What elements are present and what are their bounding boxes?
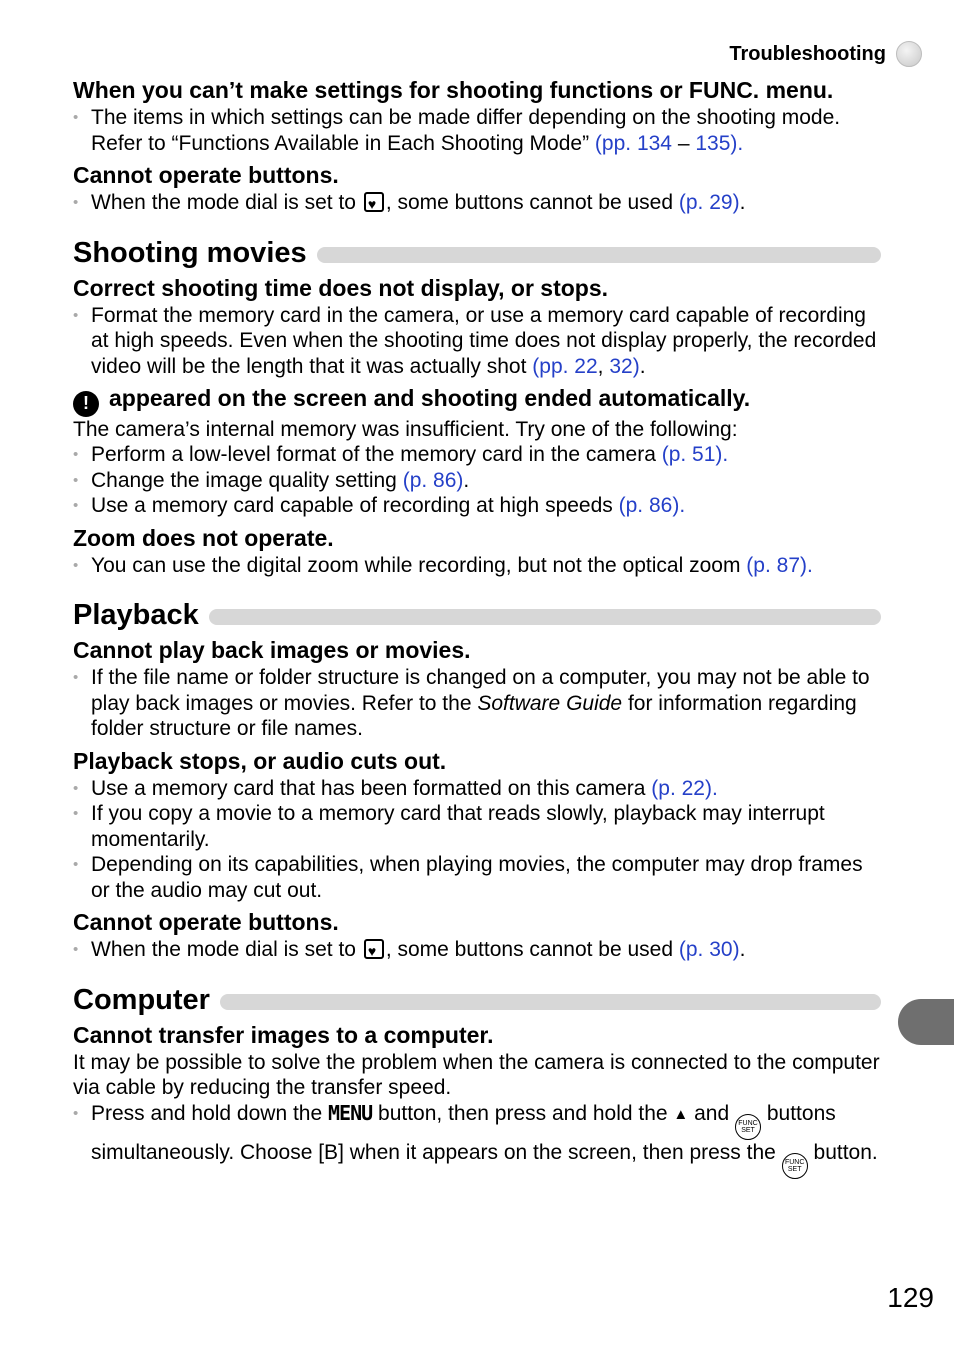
movie-mode-icon bbox=[364, 192, 384, 212]
punct: . bbox=[739, 191, 746, 214]
punct: . bbox=[463, 468, 470, 492]
bullet-text: When the mode dial is set to bbox=[91, 938, 356, 961]
up-arrow-icon: ▲ bbox=[673, 1105, 689, 1123]
section-header-shooting-movies bbox=[73, 236, 881, 270]
bullet-item bbox=[73, 553, 881, 579]
page-link[interactable]: 135). bbox=[695, 131, 744, 155]
bullet-text: , some buttons cannot be used bbox=[385, 191, 674, 214]
section-header-playback bbox=[73, 598, 881, 632]
subheading-playback-stops: Playback stops, or audio cuts out. bbox=[73, 747, 447, 774]
bullet-text: Format the memory card in the camera, or use a memory card capable of recording at high speeds. Even when the shooting time does not display properly, the recorded video will be the length that it was actually shot bbox=[91, 303, 877, 378]
section-bar bbox=[317, 247, 881, 263]
punct: . bbox=[639, 354, 646, 378]
subheading-cannot-operate: Cannot operate buttons. bbox=[73, 162, 339, 188]
page-link[interactable]: (p. 86). bbox=[618, 494, 686, 517]
func-label: FUNC bbox=[784, 1158, 805, 1166]
bullet-text: The items in which settings can be made differ depending on the shooting mode. Refer to “Functions Available in Each Shooting Mode” bbox=[91, 106, 841, 155]
func-label: FUNC bbox=[738, 1119, 758, 1127]
intro-text: It may be possible to solve the problem when the camera is connected to the computer via cable by reducing the transfer speed. bbox=[73, 1050, 880, 1099]
subheading-cannot-play: Cannot play back images or movies. bbox=[73, 637, 471, 663]
menu-button-icon: MENU bbox=[328, 1100, 373, 1125]
subheading-func-menu: When you can’t make settings for shooting functions or FUNC. menu. bbox=[73, 77, 834, 103]
bullet-text: for information regarding folder structure or file names. bbox=[91, 691, 857, 740]
page-link[interactable]: (p. 87). bbox=[746, 553, 813, 577]
subheading-cannot-operate: Cannot operate buttons. bbox=[73, 909, 339, 935]
bullet-item bbox=[73, 190, 881, 216]
bullet-list bbox=[73, 105, 881, 156]
page-content bbox=[73, 76, 881, 1179]
bullet-item bbox=[73, 937, 881, 963]
page-number: 129 bbox=[887, 1282, 934, 1313]
subheading-text: appeared on the screen and shooting ended automatically. bbox=[109, 385, 751, 411]
bullet-list bbox=[73, 553, 881, 579]
punct: , bbox=[597, 354, 604, 378]
page-link[interactable]: 32) bbox=[609, 354, 640, 378]
bullet-item bbox=[73, 852, 881, 903]
section-bar bbox=[209, 609, 881, 625]
bullet-text: Use a memory card capable of recording at high speeds bbox=[91, 494, 613, 517]
bullet-text: If the file name or folder structure is changed on a computer, you may not be able to play back images or movies. Refer to the bbox=[91, 666, 870, 715]
bullet-item bbox=[73, 493, 881, 519]
bullet-list bbox=[73, 665, 881, 742]
section-title: Playback bbox=[73, 599, 199, 631]
bullet-text: button, then press and hold the bbox=[378, 1101, 668, 1125]
section-bar bbox=[220, 994, 881, 1010]
page-link[interactable]: (p. 29) bbox=[678, 191, 740, 214]
func-set-icon bbox=[782, 1153, 808, 1179]
page-link[interactable]: (p. 51). bbox=[661, 443, 729, 466]
bullet-text: and bbox=[694, 1101, 730, 1125]
bullet-text: Perform a low-level format of the memory card in the camera bbox=[91, 443, 656, 466]
bullet-text: Press and hold down the bbox=[91, 1101, 323, 1125]
subheading-memory-warning bbox=[73, 384, 881, 417]
bullet-item bbox=[73, 303, 881, 380]
page-link[interactable]: (pp. 22 bbox=[532, 354, 598, 378]
warning-icon: ! bbox=[73, 391, 99, 417]
section-header-computer bbox=[73, 983, 881, 1017]
chapter-tab bbox=[898, 999, 954, 1045]
section-title: Computer bbox=[73, 983, 210, 1016]
page-link[interactable]: (pp. 134 bbox=[594, 131, 672, 155]
page-link[interactable]: (p. 86) bbox=[402, 468, 464, 492]
bullet-list bbox=[73, 190, 881, 216]
set-label: SET bbox=[787, 1165, 802, 1173]
bullet-item bbox=[73, 665, 881, 742]
section-title: Shooting movies bbox=[73, 236, 307, 269]
header-circle-icon bbox=[896, 41, 922, 67]
bullet-list bbox=[73, 1101, 881, 1179]
func-set-icon bbox=[735, 1114, 761, 1140]
bullet-text: , some buttons cannot be used bbox=[385, 938, 674, 961]
bullet-list bbox=[73, 937, 881, 963]
subheading-cannot-transfer: Cannot transfer images to a computer. bbox=[73, 1021, 494, 1048]
bullet-item bbox=[73, 442, 881, 468]
software-guide-title: Software Guide bbox=[477, 691, 623, 715]
bullet-text: Depending on its capabilities, when playing movies, the computer may drop frames or the audio may cut out. bbox=[91, 853, 863, 902]
subheading-shooting-time: Correct shooting time does not display, or stops. bbox=[73, 274, 609, 301]
bullet-list bbox=[73, 303, 881, 380]
bullet-text: When the mode dial is set to bbox=[91, 191, 356, 214]
bullet-text: buttons simultaneously. Choose [B] when it appears on the screen, then press the bbox=[91, 1101, 836, 1164]
bullet-text: You can use the digital zoom while recording, but not the optical zoom bbox=[91, 553, 741, 577]
bullet-item bbox=[73, 801, 881, 852]
bullet-item bbox=[73, 776, 881, 802]
subheading-zoom: Zoom does not operate. bbox=[73, 524, 334, 551]
set-label: SET bbox=[741, 1126, 755, 1134]
bullet-text: If you copy a movie to a memory card that reads slowly, playback may interrupt momentarily. bbox=[91, 802, 825, 851]
bullet-item bbox=[73, 105, 881, 156]
punct: . bbox=[739, 938, 746, 961]
dash: – bbox=[677, 131, 690, 155]
page-link[interactable]: (p. 22). bbox=[651, 776, 718, 800]
page-link[interactable]: (p. 30) bbox=[678, 938, 740, 961]
bullet-list bbox=[73, 442, 881, 519]
bullet-item bbox=[73, 1101, 881, 1179]
header-title: Troubleshooting bbox=[729, 42, 886, 65]
bullet-list bbox=[73, 776, 881, 904]
bullet-text: Use a memory card that has been formatted on this camera bbox=[91, 776, 646, 800]
intro-text: The camera’s internal memory was insufficient. Try one of the following: bbox=[73, 417, 738, 441]
movie-mode-icon bbox=[364, 939, 384, 959]
running-header bbox=[729, 41, 922, 67]
bullet-text: Change the image quality setting bbox=[91, 468, 397, 492]
bullet-text: button. bbox=[813, 1140, 878, 1164]
bullet-item bbox=[73, 468, 881, 494]
